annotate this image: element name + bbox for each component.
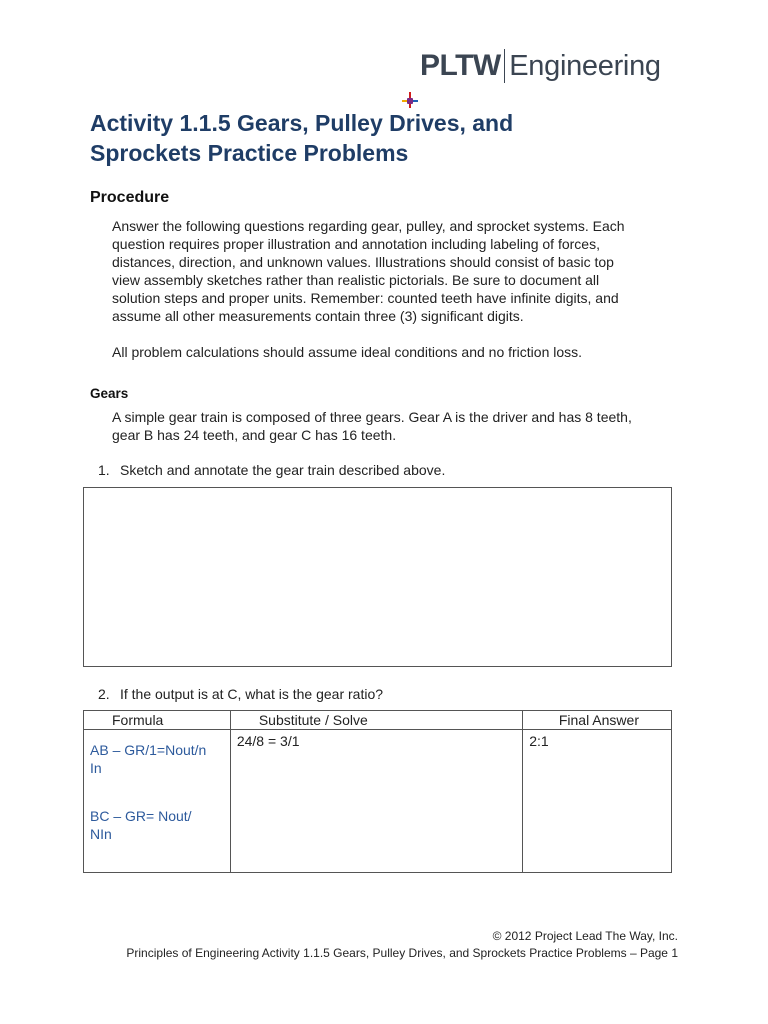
title-line-1: Activity 1.1.5 Gears, Pulley Drives, and — [90, 110, 514, 136]
gears-intro-line: A simple gear train is composed of three gears. Gear A is the driver and has 8 teeth, — [112, 409, 632, 425]
procedure-line: solution steps and proper units. Remember: counted teeth have infinite digits, and — [112, 290, 619, 306]
pltw-engineering-logo — [420, 46, 661, 86]
color-cross-icon — [402, 92, 418, 108]
procedure-paragraph — [112, 217, 682, 325]
gears-heading: Gears — [90, 386, 129, 401]
answer-text: 2:1 — [529, 733, 549, 749]
sketch-box[interactable] — [83, 487, 672, 667]
procedure-line: assume all other measurements contain three (3) significant digits. — [112, 308, 524, 324]
formula-line: In — [90, 760, 102, 776]
procedure-line: Answer the following questions regarding gear, pulley, and sprocket systems. Each — [112, 218, 625, 234]
table-header-row — [84, 711, 672, 730]
procedure-line: question requires proper illustration and annotation including labeling of forces, — [112, 236, 600, 252]
assumption-paragraph: All problem calculations should assume ideal conditions and no friction loss. — [112, 344, 583, 360]
procedure-line: view assembly sketches rather than realistic pictorials. Be sure to document all — [112, 272, 600, 288]
page-footer: Principles of Engineering Activity 1.1.5 Gears, Pulley Drives, and Sprockets Practice Problems – Page 1 — [126, 946, 678, 960]
formula-cell[interactable] — [84, 730, 231, 873]
solve-cell[interactable] — [230, 730, 522, 873]
logo-separator — [504, 49, 506, 83]
question-1 — [98, 462, 445, 478]
title-line-2: Sprockets Practice Problems — [90, 140, 409, 166]
question-number: 1. — [98, 462, 110, 478]
question-text: Sketch and annotate the gear train described above. — [120, 462, 446, 478]
answer-table — [83, 710, 672, 873]
header-solve: Substitute / Solve — [230, 711, 522, 730]
gears-intro-line: gear B has 24 teeth, and gear C has 16 teeth. — [112, 427, 397, 443]
procedure-line: distances, direction, and unknown values. Illustrations should consist of basic top — [112, 254, 614, 270]
header-formula: Formula — [84, 711, 231, 730]
table-row — [84, 730, 672, 873]
logo-brand: PLTW — [420, 49, 501, 82]
answer-cell[interactable] — [523, 730, 672, 873]
formula-line: AB – GR/1=Nout/n — [90, 742, 207, 758]
header-answer: Final Answer — [523, 711, 672, 730]
question-2 — [98, 686, 383, 702]
logo-subtitle: Engineering — [509, 49, 661, 82]
page-title — [90, 108, 690, 168]
question-number: 2. — [98, 686, 110, 702]
formula-line: NIn — [90, 826, 112, 842]
solve-text: 24/8 = 3/1 — [236, 733, 300, 749]
gears-intro — [112, 408, 682, 444]
procedure-heading: Procedure — [90, 189, 170, 206]
formula-line: BC – GR= Nout/ — [90, 808, 192, 824]
copyright-text: © 2012 Project Lead The Way, Inc. — [492, 929, 678, 943]
question-text: If the output is at C, what is the gear ratio? — [120, 686, 384, 702]
